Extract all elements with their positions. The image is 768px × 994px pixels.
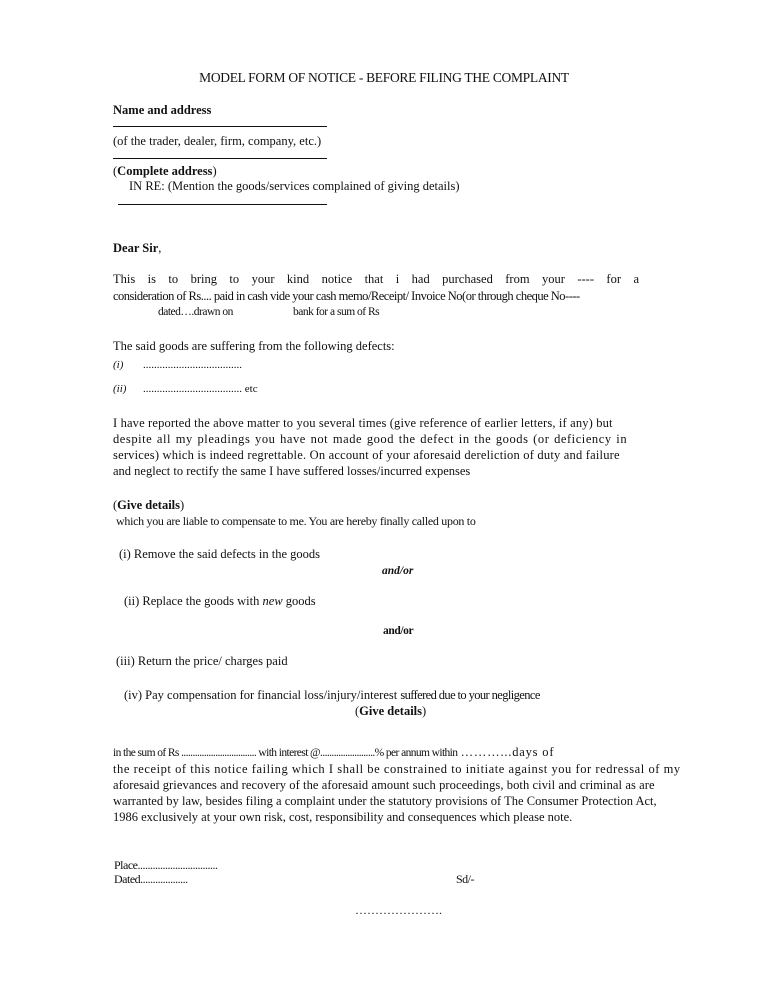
give-details-label: (Give details)	[113, 498, 185, 512]
salutation: Dear Sir,	[113, 241, 162, 255]
demand-3: (iii) Return the price/ charges paid	[116, 654, 288, 668]
demand-1: (i) Remove the said defects in the goods	[119, 547, 320, 561]
demand-2: (ii) Replace the goods with new goods	[124, 594, 316, 608]
liable-line: which you are liable to compensate to me. You are hereby finally called upon to	[116, 514, 476, 528]
purchase-line-3a: dated….drawn on	[158, 306, 233, 318]
and-or-2: and/or	[383, 625, 414, 637]
closing-line-1: in the sum of Rs ................................. with interest @........................% per annum within ………...days of	[113, 745, 555, 759]
reported-line-2: despite all my pleadings you have not made good the defect in the goods (or deficiency in	[113, 432, 628, 446]
defect-1-number: (i)	[113, 359, 124, 371]
document-title: MODEL FORM OF NOTICE - BEFORE FILING THE COMPLAINT	[199, 70, 569, 85]
in-re-underline	[118, 204, 327, 205]
closing-line-3: aforesaid grievances and recovery of the aforesaid amount such proceedings, both civil and criminal as are	[113, 778, 655, 792]
defect-2-number: (ii)	[113, 383, 127, 395]
place-field: Place................................	[114, 858, 218, 872]
trader-line	[113, 158, 327, 159]
purchase-line-1: This is to bring to your kind notice that i had purchased from your ---- for a	[113, 272, 639, 286]
trader-note: (of the trader, dealer, firm, company, etc.)	[113, 134, 322, 148]
closing-line-2: the receipt of this notice failing which I shall be constrained to initiate against you for redressal of my	[113, 762, 681, 776]
dated-field: Dated...................	[114, 872, 188, 886]
demand-4: (iv) Pay compensation for financial loss/injury/interest suffered due to your negligence	[124, 688, 540, 702]
reported-line-3: services) which is indeed regrettable. On account of your aforesaid dereliction of duty and failure	[113, 448, 620, 462]
in-re-line: IN RE: (Mention the goods/services complained of giving details)	[129, 179, 460, 193]
defects-intro: The said goods are suffering from the following defects:	[113, 339, 395, 353]
name-address-line	[113, 126, 327, 127]
closing-line-4: warranted by law, besides filing a complaint under the statutory provisions of The Consumer Protection Act,	[113, 794, 657, 808]
signature-line: ………………….	[355, 903, 442, 917]
demand-4-details: (Give details)	[355, 704, 427, 718]
defect-1-text: ....................................	[143, 359, 242, 371]
reported-line-1: I have reported the above matter to you several times (give reference of earlier letters, if any) but	[113, 416, 613, 430]
closing-line-5: 1986 exclusively at your own risk, cost, responsibility and consequences which please note.	[113, 810, 573, 824]
purchase-line-3b: bank for a sum of Rs	[293, 306, 380, 318]
defect-2-text: .................................... etc	[143, 383, 258, 395]
and-or-1: and/or	[382, 565, 414, 577]
purchase-line-2: consideration of Rs.... paid in cash vide your cash memo/Receipt/ Invoice No(or through cheque No----	[113, 289, 580, 303]
name-address-label: Name and address	[113, 103, 212, 117]
sd-label: Sd/-	[456, 872, 475, 886]
reported-line-4: and neglect to rectify the same I have suffered losses/incurred expenses	[113, 464, 471, 478]
complete-address-label: (Complete address)	[113, 164, 217, 178]
